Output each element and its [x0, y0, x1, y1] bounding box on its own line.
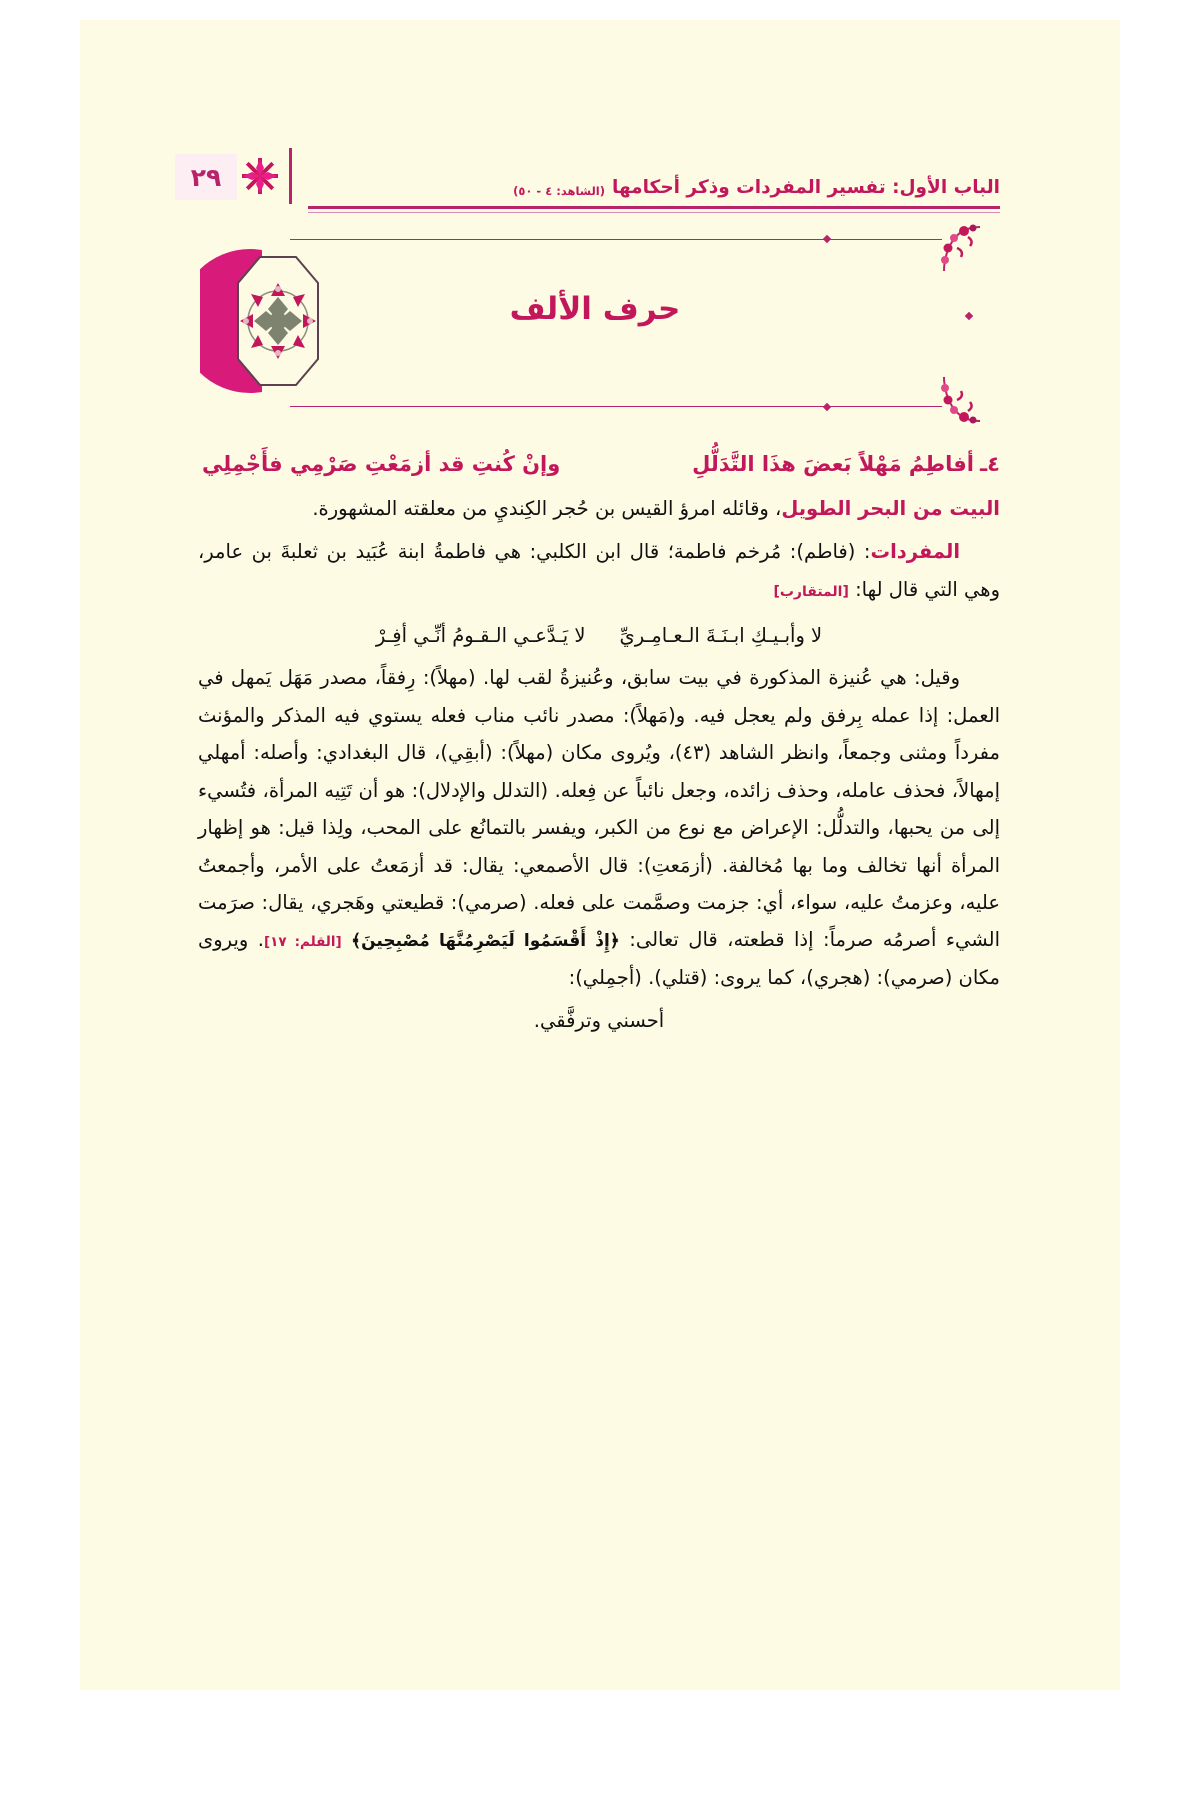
page-title: الباب الأول: تفسير المفردات وذكر أحكامها — [612, 177, 1000, 198]
header-vertical-rule — [289, 148, 292, 204]
mufradat-paragraph — [198, 533, 1000, 608]
inner-hemistich-second: لا يَـدَّعـي الـقـومُ أنِّـي أفِـرْ — [375, 624, 586, 648]
page-body — [198, 452, 1000, 1046]
commentary-text: وقيل: هي عُنيزة المذكورة في بيت سابق، وعُنيزةُ لقب لها. (مهلاً): رِفقاً، مصدر مَهَل يَمهل في العمل: إذا عمله بِرفق ولم يعجل فيه. و(مَهلاً): مصدر نائب مناب فعله يستوي فيه المذكر والمؤنث مفرداً ومثنى وجمعاً، وانظر الشاهد (٤٣)، ويُروى مكان (مهلاً): (أبقِي)، قال البغدادي: وأصله: أمهلي إمهالاً، فحذف عامله، وحذف زائده، وجعل نائباً عن فِعله. (التدلل والإدلال): هو أن تَتِيه المرأة، فتُسيء إلى من يحبها، والتدلُّل: الإعراض مع نوع من الكبر، ويفسر بالتمانُع على المحب، ولِذا قيل: هو إظهار المرأة أنها تخالف وما بها مُخالفة. (أزمَعتِ): قال الأصمعي: يقال: قد أزمَعتُ على الأمر، وأجمعتُ عليه، وعزمتُ عليه، سواء، أي: جزمت وصمَّمت على فعله. (صرمي): قطيعتي وهَجري، يقال: صرَمت الشيء أصرمُه صرماً: إذا قطعته، قال تعالى: — [198, 666, 1001, 952]
frame-diamond-dot-top — [823, 235, 831, 243]
hemistich-first: أفاطِمُ مَهْلاً بَعضَ هذَا التَّدَلُّلِ — [692, 452, 974, 476]
shahid-verse — [198, 452, 974, 476]
commentary-tail: . ويروى مكان (صرمي): (هجري)، كما يروى: (قتلي). (أجمِلي): — [198, 928, 1000, 989]
document-page — [80, 20, 1120, 1690]
frame-rule-top — [290, 239, 942, 240]
header-shahid-range: (الشاهد: ٤ - ٥٠) — [513, 184, 605, 198]
chapter-title: حرف الألف — [509, 291, 681, 327]
floral-corner-ornament-icon — [924, 215, 984, 275]
commentary-paragraph — [198, 659, 1000, 996]
quran-verse: ﴿إِذْ أَقْسَمُوا لَيَصْرِمُنَّهَا مُصْبِحِينَ﴾ — [351, 931, 620, 952]
mufradat-text: : (فاطم): مُرخم فاطمة؛ قال ابن الكلبي: هي فاطمةُ ابنة عُبَيد بن ثعلبةَ بن عامر، وهي التي قال لها: — [198, 540, 1000, 601]
page-number: ٢٩ — [190, 162, 222, 192]
eight-point-star-icon — [237, 148, 283, 204]
meter-label: البيت من البحر الطويل — [781, 497, 1000, 520]
mufradat-label: المفردات — [870, 540, 960, 564]
floral-corner-ornament-icon — [924, 373, 984, 433]
meter-tag-mutaqarib: [المتقارب] — [773, 583, 849, 600]
quran-reference: [القلم: ١٧] — [263, 934, 342, 951]
page-header — [175, 148, 1000, 206]
chapter-title-frame — [200, 225, 990, 425]
frame-rule-bottom — [290, 406, 942, 407]
header-title-wrap — [302, 148, 1000, 206]
hemistich-second: وإنْ كُنتِ قد أزمَعْتِ صَرْمِي فأَجْمِلِي — [202, 452, 561, 476]
header-rule-thick — [308, 206, 1000, 209]
shahid-number: ٤ـ — [979, 452, 1000, 476]
header-rule-thin — [308, 212, 1000, 213]
page-number-box — [175, 154, 237, 200]
frame-diamond-dot-bottom — [823, 403, 831, 411]
attribution-text: ، وقائله امرؤ القيس بن حُجر الكِنديِ من معلقته المشهورة. — [312, 497, 782, 520]
attribution-paragraph — [198, 490, 1000, 527]
inner-hemistich-first: لا وأبـيـكِ ابـنَـةَ الـعـامِـريِّ — [619, 624, 823, 648]
inner-quoted-verse — [198, 624, 1000, 647]
closing-line: أحسني وترفَّقي. — [533, 1009, 665, 1033]
octagonal-medallion-ornament-icon — [200, 239, 320, 404]
shahid-verse-line — [198, 452, 1000, 476]
